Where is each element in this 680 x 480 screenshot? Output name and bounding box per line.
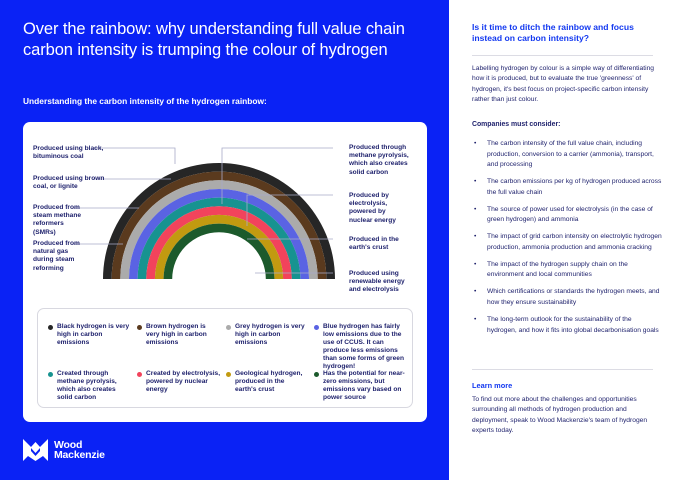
bullet-icon: • <box>474 288 477 296</box>
legend-dot-icon <box>137 325 142 330</box>
bullet-icon: • <box>474 316 477 324</box>
legend-dot-icon <box>226 325 231 330</box>
legend-item-green: Has the potential for near-zero emissions, but emissions vary based on power source <box>314 370 406 402</box>
section-subtitle: Understanding the carbon intensity of the hydrogen rainbow: <box>23 96 267 106</box>
sidebar-panel <box>449 0 680 480</box>
callout-black: Produced using black, bituminous coal <box>33 145 104 161</box>
list-item: • The carbon intensity of the full value chain, including production, conversion to a carrier (ammonia), transport, and processing <box>474 140 654 168</box>
legend-item-black: Black hydrogen is very high in carbon emissions <box>48 323 132 347</box>
bullet-icon: • <box>474 260 477 268</box>
learn-more-heading: Learn more <box>472 381 513 390</box>
divider <box>472 55 653 56</box>
legend-item-blue: Blue hydrogen has fairly low emissions due to the use of CCUS. It can produce less emissions than some forms of green hydrogen! <box>314 323 406 372</box>
list-heading: Companies must consider: <box>472 121 561 128</box>
bullet-icon: • <box>474 178 477 186</box>
callout-turquoise: Produced through methane pyrolysis, which also creates solid carbon <box>349 144 409 176</box>
list-item: • The long-term outlook for the sustainability of the hydrogen, and how it fits into global decarbonisation goals <box>474 316 659 334</box>
bullet-icon: • <box>474 233 477 241</box>
list-item: • Which certifications or standards the hydrogen meets, and how they ensure sustainability <box>474 288 660 306</box>
callout-green: Produced using renewable energy and electrolysis <box>349 270 405 294</box>
bullet-icon: • <box>474 140 477 147</box>
sidebar-intro: Labelling hydrogen by colour is a simple way of differentiating how it is produced, but to evaluate the true 'greenness' of hydrogen, it's best focus on project-specific carbon intensity rather than just colour. <box>472 65 655 103</box>
legend-item-turquoise: Created through methane pyrolysis, which also creates solid carbon <box>48 370 132 402</box>
rainbow-arcs <box>103 163 335 279</box>
bullet-icon: • <box>474 205 477 213</box>
callout-blue: Produced from natural gas during steam reforming <box>33 240 80 272</box>
legend-item-pink: Created by electrolysis, powered by nuclear energy <box>137 370 221 394</box>
list-item: • The impact of the hydrogen supply chain on the environment and local communities <box>474 260 628 279</box>
legend-dot-icon <box>314 325 319 330</box>
legend-item-grey: Grey hydrogen is very high in carbon emissions <box>226 323 310 347</box>
list-item: • The impact of grid carbon intensity on electrolytic hydrogen production, ammonia production and ammonia cracking <box>474 233 662 251</box>
wood-mackenzie-logo <box>23 439 105 461</box>
callout-grey: Produced from steam methane reformers (SMRs) <box>33 204 82 236</box>
considerations-list <box>472 139 662 343</box>
page-title: Over the rainbow: why understanding full value chain carbon intensity is trumping the colour of hydrogen <box>23 20 405 59</box>
wood-mackenzie-logo-icon <box>23 439 48 461</box>
callout-brown: Produced using brown coal, or lignite <box>33 175 105 191</box>
learn-more-body: To find out more about the challenges and opportunities surrounding all methods of hydrogen production and deployment, speak to Wood Mackenzie's team of hydrogen experts today. <box>472 396 648 434</box>
callout-gold: Produced in the earth's crust <box>349 236 399 252</box>
legend-dot-icon <box>226 372 231 377</box>
callout-pink: Produced by electrolysis, powered by nuclear energy <box>349 192 396 224</box>
legend-dot-icon <box>137 372 142 377</box>
legend-item-brown: Brown hydrogen is very high in carbon emissions <box>137 323 221 347</box>
logo-wordmark: Wood Mackenzie <box>54 439 105 461</box>
rainbow-card <box>23 122 427 422</box>
list-item: • The source of power used for electrolysis (in the case of green hydrogen) and ammonia <box>474 205 653 224</box>
legend-dot-icon <box>48 372 53 377</box>
legend-item-gold: Geological hydrogen, produced in the earth's crust <box>226 370 306 394</box>
legend-dot-icon <box>48 325 53 330</box>
divider <box>472 369 653 370</box>
legend-dot-icon <box>314 372 319 377</box>
legend <box>37 308 413 408</box>
sidebar-title: Is it time to ditch the rainbow and focus instead on carbon intensity? <box>472 22 634 43</box>
list-item: • The carbon emissions per kg of hydrogen produced across the full value chain <box>474 178 662 196</box>
